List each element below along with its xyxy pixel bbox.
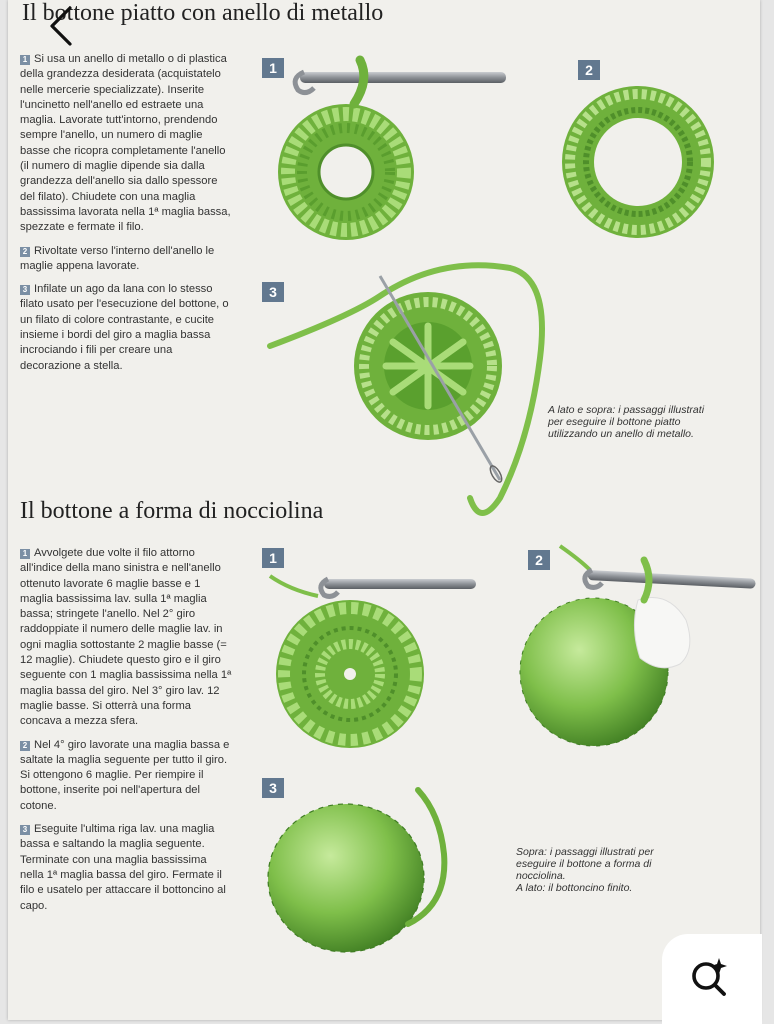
section2-caption-side: A lato: il bottoncino finito.: [516, 882, 633, 894]
section2-step2: 2 Nel 4° giro lavorate una maglia bassa e saltate la maglia seguente per tutto il giro. Si ottengono 6 maglie. Per riempire il bottone, inserite poi nell'apertura del cotone.: [20, 738, 230, 812]
section2-instructions: [20, 546, 232, 922]
visual-search-sparkle-icon: [688, 954, 732, 998]
peanut-button-step2-illustration: [520, 546, 756, 746]
section2-badge-1: 1: [262, 548, 284, 568]
section1-title: Il bottone piatto con anello di metallo: [22, 0, 384, 26]
section2-badge-3: 3: [262, 778, 284, 798]
back-button[interactable]: [40, 4, 84, 48]
flat-button-step2-illustration: [562, 86, 714, 238]
section1-badge-2: 2: [578, 60, 600, 80]
peanut-button-step3-illustration: [268, 790, 444, 952]
flat-button-step1-illustration: [278, 60, 506, 240]
section2-caption-top: Sopra: i passaggi illustrati per eseguire il bottone a forma di nocciolina.: [516, 846, 654, 882]
section1-step1: 1 Si usa un anello di metallo o di plastica della grandezza desiderata (acquistatelo nelle mercerie specializzate). Inserite l'uncinetto nell'anello ed estraete una maglia. Lavorate tutt'intorno, prendendo sempre l'anello, un numero di maglie basse che ricopra completamente l'anello (il numero di maglie dipende sia dalla grandezza dell'anello sia dallo spessore del filato). Chiudete con una maglia bassissima lavorata nella 1ª maglia bassa, spezzate e fermate il filo.: [20, 53, 231, 234]
section2-step3: 3 Eseguite l'ultima riga lav. una maglia bassa e saltando la maglia seguente. Terminate con una maglia bassissima nella 1ª maglia bassa del giro. Fermate il filo e usatelo per attaccare il bottoncino al capo.: [20, 823, 226, 912]
magazine-page: [8, 0, 760, 1020]
section2-badge-2: 2: [528, 550, 550, 570]
section1-step2: 2 Rivoltate verso l'interno dell'anello le maglie appena lavorate.: [20, 244, 215, 272]
visual-search-button[interactable]: [662, 934, 762, 1024]
section1-caption: A lato e sopra: i passaggi illustrati per eseguire il bottone piatto utilizzando un anello di metallo.: [548, 404, 705, 440]
peanut-button-step1-illustration: [270, 576, 476, 748]
section1-badge-1: 1: [262, 58, 284, 78]
section2-step1: 1 Avvolgete due volte il filo attorno all'indice della mano sinistra e nell'anello ottenuto lavorate 6 maglie basse e 1 maglia bassissima lav. sulla 1ª maglia bassa; stringete l'anello. Nel 2° giro raddoppiate il numero delle maglie lav. in ogni maglia sottostante 2 maglie basse (= 12 maglie). Chiudete questo giro e il giro seguente con 1 maglia bassissima nella 1ª maglia bassa del giro. Nel 3° giro lav. 12 maglie basse. Si otterrà una forma concava a mezza sfera.: [20, 547, 232, 728]
section1-step3: 3 Infilate un ago da lana con lo stesso filato usato per l'esecuzione del bottone, o un filato di colore contrastante, e cucite insieme i bordi del giro a maglia bassa incrociando i fili per creare una decorazione a stella.: [20, 283, 229, 372]
section1-badge-3: 3: [262, 282, 284, 302]
section2-title: Il bottone a forma di nocciolina: [20, 498, 324, 524]
flat-button-step3-illustration: [270, 265, 542, 513]
chevron-left-icon: [40, 4, 84, 48]
section1-instructions: [20, 52, 232, 382]
